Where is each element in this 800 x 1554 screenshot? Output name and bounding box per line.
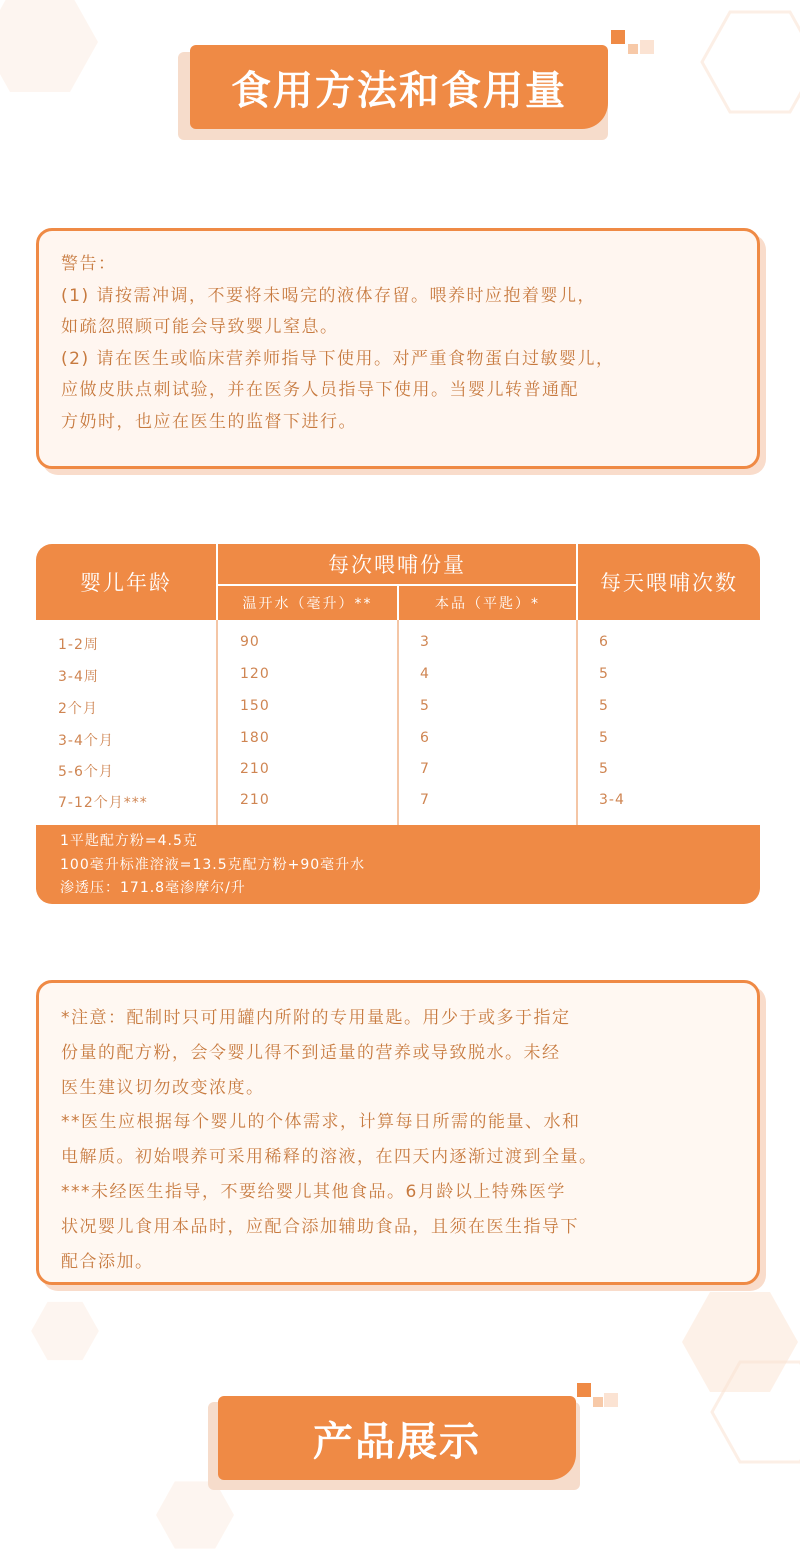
accent-square — [611, 30, 625, 44]
hexagon-decoration — [710, 1360, 800, 1464]
warning-line: (1) 请按需冲调，不要将未喝完的液体存留。喂养时应抱着婴儿， — [61, 285, 596, 306]
cell-water: 180 — [240, 730, 270, 746]
warning-line: 如疏忽照顾可能会导致婴儿窒息。 — [61, 317, 339, 338]
accent-square — [604, 1393, 618, 1407]
cell-water: 210 — [240, 761, 270, 777]
cell-age: 3-4周 — [58, 669, 99, 685]
cell-age: 7-12个月*** — [58, 795, 148, 811]
header-per-feed: 每次喂哺份量 — [328, 553, 466, 577]
note-line: ***未经医生指导，不要给婴儿其他食品。6月龄以上特殊医学 — [61, 1181, 566, 1202]
cell-times: 5 — [599, 730, 609, 746]
cell-times: 6 — [599, 634, 609, 650]
cell-water: 120 — [240, 666, 270, 682]
header-powder: 本品（平匙）* — [435, 596, 540, 612]
header-times: 每天喂哺次数 — [600, 571, 738, 595]
cell-powder: 4 — [420, 666, 430, 682]
section-title: 产品展示 — [218, 1396, 576, 1480]
table-footnote: 1平匙配方粉=4.5克 — [60, 833, 198, 849]
warning-heading: 警告： — [61, 254, 117, 274]
warning-line: 应做皮肤点刺试验，并在医务人员指导下使用。当婴儿转普通配 — [61, 380, 579, 401]
note-line: **医生应根据每个婴儿的个体需求，计算每日所需的能量、水和 — [61, 1112, 581, 1133]
cell-times: 3-4 — [599, 792, 625, 808]
note-line: 份量的配方粉，会令婴儿得不到适量的营养或导致脱水。未经 — [61, 1042, 561, 1063]
cell-age: 3-4个月 — [58, 733, 114, 749]
cell-times: 5 — [599, 666, 609, 682]
cell-age: 5-6个月 — [58, 764, 114, 780]
hexagon-decoration — [0, 0, 100, 94]
hexagon-decoration — [30, 1300, 100, 1362]
grid-line — [397, 620, 399, 825]
hexagon-decoration — [140, 1480, 250, 1550]
cell-water: 210 — [240, 792, 270, 808]
table-footnote: 100毫升标准溶液=13.5克配方粉+90毫升水 — [60, 857, 366, 873]
grid-line — [576, 620, 578, 825]
cell-powder: 6 — [420, 730, 430, 746]
cell-powder: 7 — [420, 761, 430, 777]
warning-card — [36, 228, 760, 469]
note-line: 配合添加。 — [61, 1251, 154, 1272]
table-body — [36, 620, 760, 825]
note-line: 状况婴儿食用本品时，应配合添加辅助食品，且须在医生指导下 — [61, 1216, 579, 1237]
cell-times: 5 — [599, 698, 609, 714]
cell-water: 90 — [240, 634, 260, 650]
accent-square — [640, 40, 654, 54]
cell-water: 150 — [240, 698, 270, 714]
table-footnote: 渗透压：171.8毫渗摩尔/升 — [60, 880, 246, 896]
cell-powder: 7 — [420, 792, 430, 808]
hexagon-decoration — [700, 10, 800, 114]
grid-line — [218, 584, 576, 586]
accent-square — [593, 1397, 603, 1407]
cell-powder: 5 — [420, 698, 430, 714]
accent-square — [577, 1383, 591, 1397]
cell-powder: 3 — [420, 634, 430, 650]
grid-line — [216, 620, 218, 825]
note-line: 电解质。初始喂养可采用稀释的溶液，在四天内逐渐过渡到全量。 — [61, 1147, 598, 1168]
header-water: 温开水（毫升）** — [242, 596, 373, 612]
note-line: 医生建议切勿改变浓度。 — [61, 1077, 265, 1098]
header-age: 婴儿年龄 — [80, 571, 172, 595]
warning-line: 方奶时，也应在医生的监督下进行。 — [61, 411, 357, 432]
section-title: 食用方法和食用量 — [190, 45, 608, 129]
cell-age: 2个月 — [58, 701, 98, 717]
cell-age: 1-2周 — [58, 637, 99, 653]
accent-square — [628, 44, 638, 54]
note-line: *注意：配制时只可用罐内所附的专用量匙。用少于或多于指定 — [61, 1008, 571, 1028]
feeding-table — [36, 544, 760, 904]
notes-card — [36, 980, 760, 1285]
warning-line: (2) 请在医生或临床营养师指导下使用。对严重食物蛋白过敏婴儿， — [61, 348, 615, 369]
cell-times: 5 — [599, 761, 609, 777]
